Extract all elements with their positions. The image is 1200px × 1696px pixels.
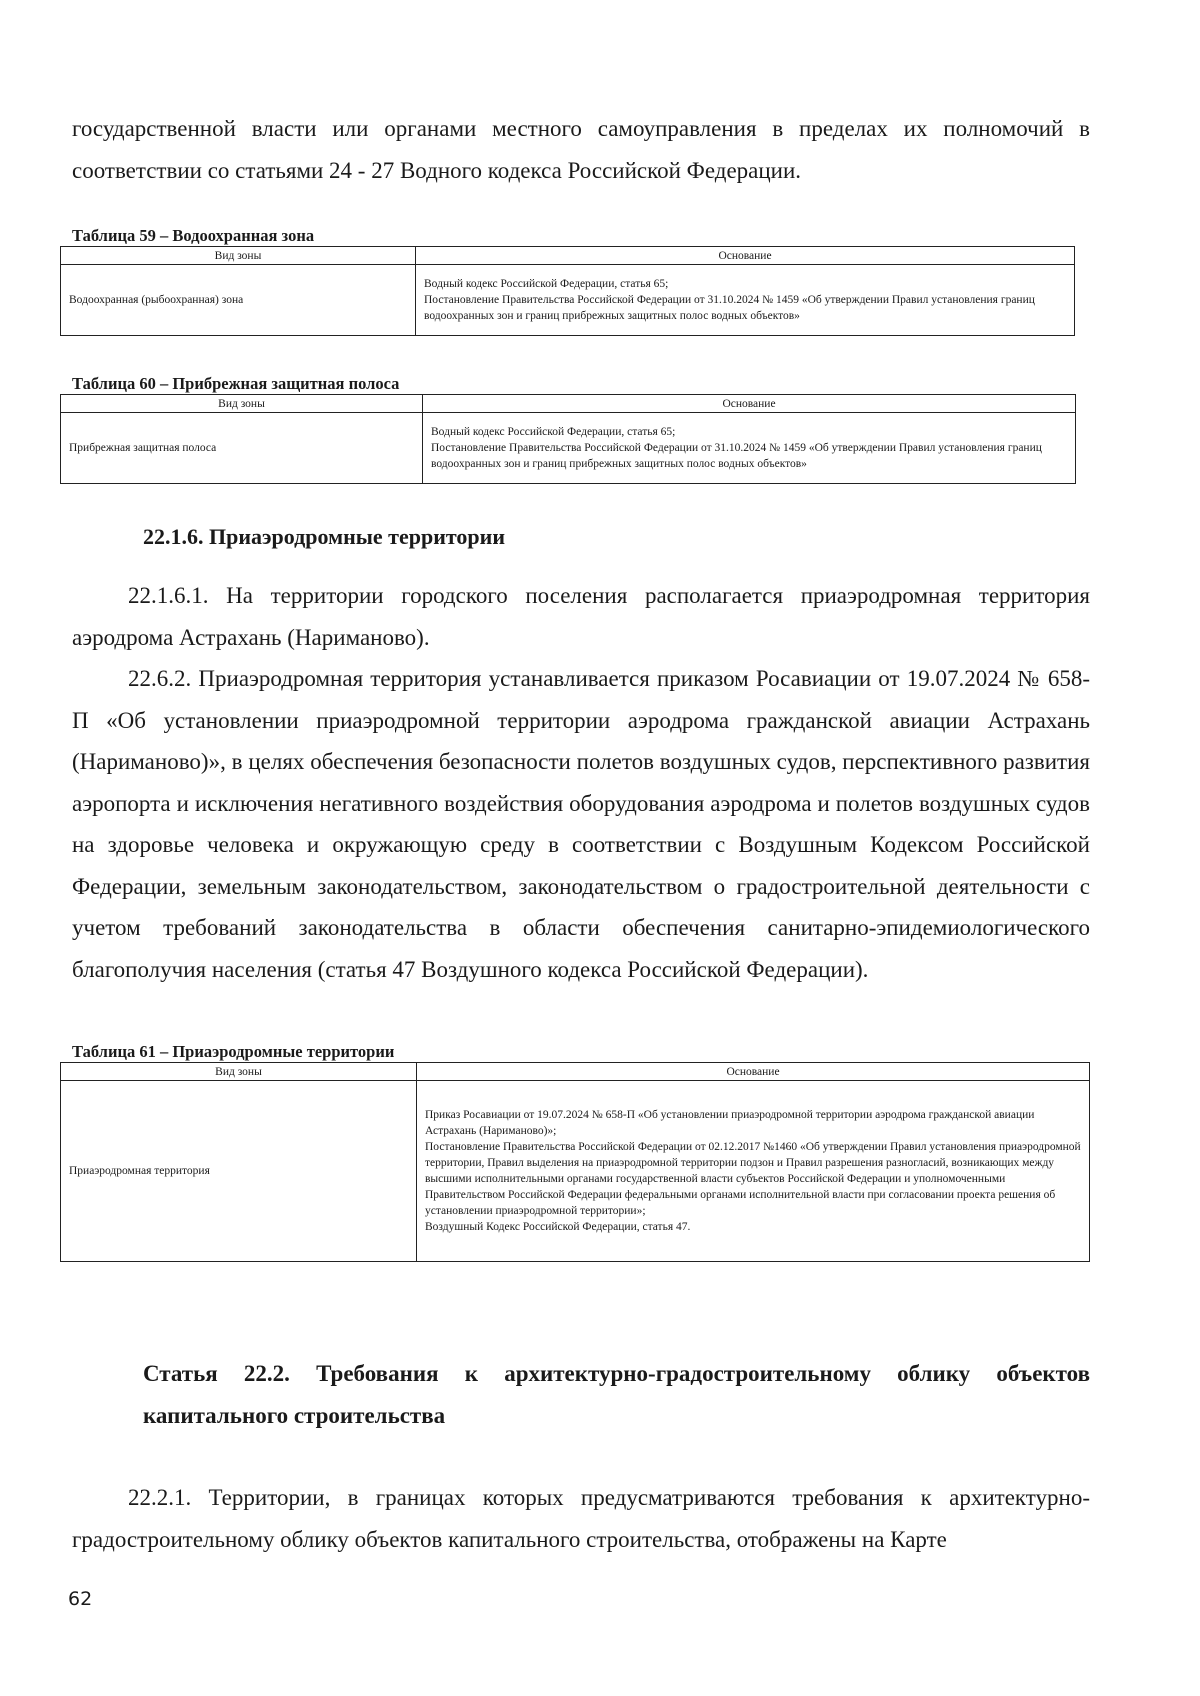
table-60 — [60, 394, 1076, 484]
table-61-basis-cell: Приказ Росавиации от 19.07.2024 № 658-П «Об установлении приаэродромной территории аэродрома гражданской авиации Астрахань (Нариманово)»; Постановление Правительства Российской Федерации от 02.12.2017 №1460 «Об утверждении Правил установления приаэродромной территории, Правил выделения на приаэродромной территории подзон и Правил разрешения разногласий, возникающих между высшими исполнительными органами государственной власти субъектов Российской Федерации и уполномоченными Правительством Российской Федерации федеральными органами исполнительной власти при согласовании проекта решения об установлении приаэродромной территории»; Воздушный Кодекс Российской Федерации, статья 47. — [417, 1081, 1090, 1262]
table-61-header-basis: Основание — [417, 1063, 1090, 1081]
section-heading: 22.1.6. Приаэродромные территории — [143, 524, 506, 549]
article-heading: Статья 22.2. Требования к архитектурно-градостроительному облику объектов капитального строительства — [143, 1361, 1090, 1428]
intro-paragraph: государственной власти или органами местного самоуправления в пределах их полномочий в соответствии со статьями 24 - 27 Водного кодекса Российской Федерации. — [72, 116, 1090, 183]
paragraph-22-6-2: 22.6.2. Приаэродромная территория устанавливается приказом Росавиации от 19.07.2024 № 658-П «Об установлении приаэродромной территории аэродрома гражданской авиации Астрахань (Нариманово)», в целях обеспечения безопасности полетов воздушных судов, перспективного развития аэропорта и исключения негативного воздействия оборудования аэродрома и полетов воздушных судов на здоровье человека и окружающую среду в соответствии с Воздушным Кодексом Российской Федерации, земельным законодательством, законодательством о градостроительной деятельности с учетом требований законодательства в области обеспечения санитарно-эпидемиологического благополучия населения (статья 47 Воздушного кодекса Российской Федерации). — [72, 666, 1090, 982]
table-60-header-basis: Основание — [423, 395, 1076, 413]
table-61-zone-cell: Приаэродромная территория — [61, 1081, 417, 1262]
table-61-header-zone: Вид зоны — [61, 1063, 417, 1081]
paragraph-22-2-1: 22.2.1. Территории, в границах которых предусматриваются требования к архитектурно-градостроительному облику объектов капитального строительства, отображены на Карте — [72, 1485, 1090, 1552]
table-60-caption: Таблица 60 – Прибрежная защитная полоса — [72, 374, 400, 393]
table-59-header-zone: Вид зоны — [61, 247, 416, 265]
table-61-caption: Таблица 61 – Приаэродромные территории — [72, 1042, 395, 1061]
table-60-basis-cell: Водный кодекс Российской Федерации, статья 65; Постановление Правительства Российской Федерации от 31.10.2024 № 1459 «Об утверждении Правил установления границ водоохранных зон и границ прибрежных защитных полос водных объектов» — [423, 413, 1076, 484]
table-59-zone-cell: Водоохранная (рыбоохранная) зона — [61, 265, 416, 336]
table-59-basis-cell: Водный кодекс Российской Федерации, статья 65; Постановление Правительства Российской Федерации от 31.10.2024 № 1459 «Об утверждении Правил установления границ водоохранных зон и границ прибрежных защитных полос водных объектов» — [416, 265, 1075, 336]
paragraph-22-1-6-1: 22.1.6.1. На территории городского поселения располагается приаэродромная территория аэродрома Астрахань (Нариманово). — [72, 583, 1090, 650]
table-61 — [60, 1062, 1090, 1262]
table-59-caption: Таблица 59 – Водоохранная зона — [72, 226, 315, 245]
table-59 — [60, 246, 1075, 336]
table-60-header-zone: Вид зоны — [61, 395, 423, 413]
table-59-header-basis: Основание — [416, 247, 1075, 265]
page-number: 62 — [68, 1588, 93, 1610]
table-60-zone-cell: Прибрежная защитная полоса — [61, 413, 423, 484]
